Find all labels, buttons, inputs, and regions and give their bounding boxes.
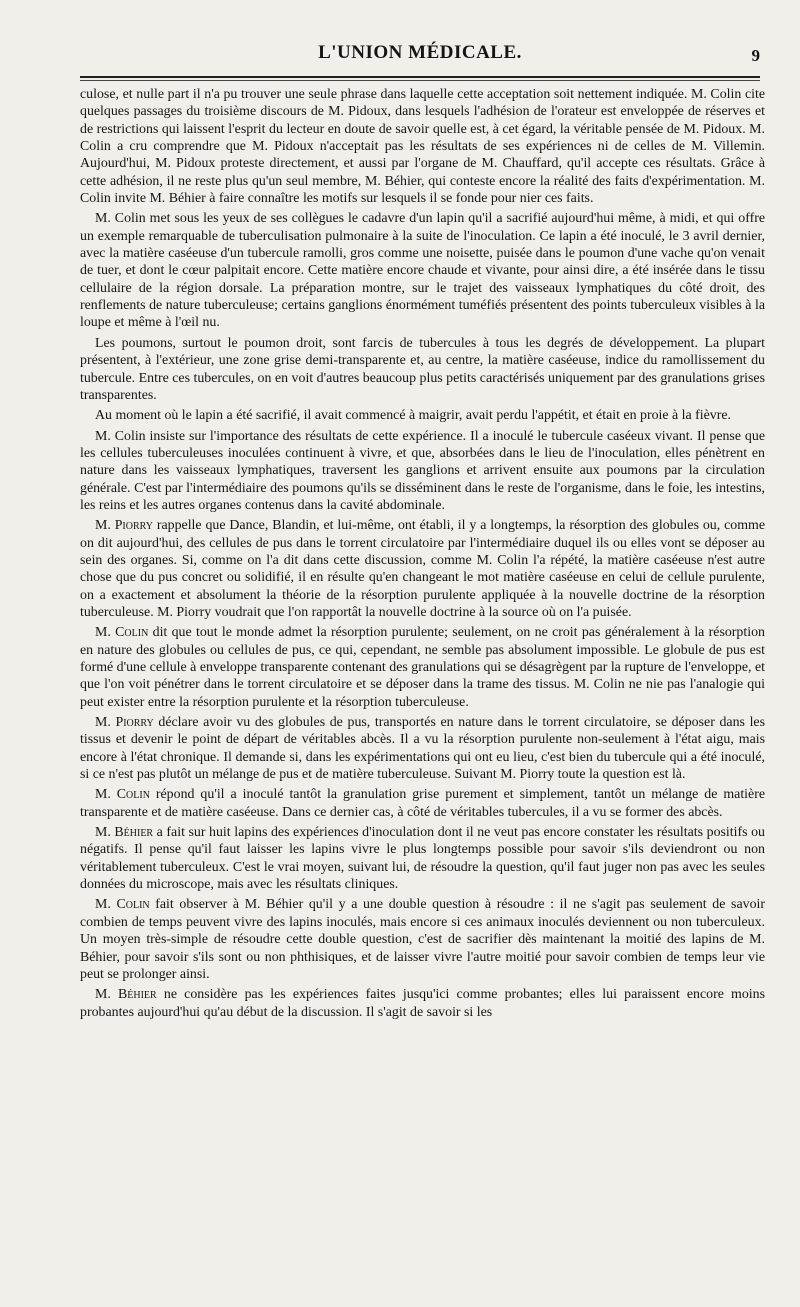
speaker-name: M. Colin: [95, 625, 149, 641]
paragraph-2: M. Colin met sous les yeux de ses collègues le cadavre d'un lapin qu'il a sacrifié aujourd'hui même, à midi, et qui offre un exemple remarquable de tuberculisation pulmonaire à la suite de l'inoculation. Ce lapin a été inoculé, le 3 avril dernier, avec la matière caséeuse d'un tubercule ramolli, gros comme une noisette, puisée dans le poumon d'une vache qu'on venait de tuer, et dont le cœur palpitait encore. Cette matière encore chaude et vivante, pour ainsi dire, a été insérée dans le tissu cellulaire de la région dorsale. La préparation montre, sur le trajet des vaisseaux lymphatiques du côté droit, des renflements de nature tuberculeuse; certains ganglions énormément tuméfiés présentent des points tuberculeux visibles à la loupe et même à l'œil nu.: [80, 211, 765, 331]
paragraph-6: M. Piorry rappelle que Dance, Blandin, et lui-même, ont établi, il y a longtemps, la résorption des globules ou, comme on dit aujourd'hui, des cellules de pus dans le torrent circulatoire par l'intermédiaire duquel ils ou elles vont se déposer au sein des organes. Si, comme on l'a dit dans cette discussion, comme M. Colin l'a répété, la matière caséeuse n'est autre chose que du pus concret ou solidifié, il en résulte qu'en changeant le mot matière caséeuse en celui de cellule purulente, on a exactement et absolument la théorie de la résorption purulente appliquée à la nouvelle doctrine de la résorption tuberculeuse. M. Piorry voudrait que l'on rapportât la nouvelle doctrine à la source où on l'a puisée.: [80, 518, 765, 620]
paragraph-12: M. Béhier ne considère pas les expériences faites jusqu'ici comme probantes; elles lui paraissent encore moins probantes aujourd'hui qu'au début de la discussion. Il s'agit de savoir si les: [80, 987, 766, 1020]
paragraph-10: M. Béhier a fait sur huit lapins des expériences d'inoculation dont il ne veut pas encore constater les résultats positifs ou négatifs. Il pense qu'il faut laisser les lapins vivre le plus longtemps possible pour savoir s'ils deviendront ou non véritablement tuberculeux. C'est le vrai moyen, suivant lui, de résoudre la question, qu'il faut juger non pas avec les seules données du microscope, mais avec les résultats cliniques.: [80, 825, 766, 893]
paragraph-1: culose, et nulle part il n'a pu trouver une seule phrase dans laquelle cette acceptation soit nettement indiquée. M. Colin cite quelques passages du troisième discours de M. Pidoux, dans lesquels l'adhésion de l'orateur est enveloppée de réserves et de restrictions qui laissent l'esprit du lecteur en doute de savoir quelle est, à cet égard, la véritable pensée de M. Pidoux. M. Colin a cru comprendre que M. Pidoux n'acceptait pas les résultats de ses expériences ni de celles de M. Villemin. Aujourd'hui, M. Pidoux proteste directement, et aussi par l'organe de M. Chauffard, qu'il accepte ces résultats. Grâce à cette adhésion, il ne reste plus qu'un seul membre, M. Béhier, qui conteste encore la réalité des faits d'expérimentation. M. Colin invite M. Béhier à faire connaître les motifs sur lesquels il se fonde pour nier ces faits.: [80, 87, 765, 207]
page-number: 9: [751, 46, 760, 65]
paragraph-8: M. Piorry déclare avoir vu des globules de pus, transportés en nature dans le torrent circulatoire, se déposer dans les tissus et devenir le point de départ de véritables abcès. Il a vu la résorption purulente non-seulement à l'état aigu, mais encore à l'état chronique. Il demande si, dans les expérimentations qui ont eu lieu, c'est bien du tubercule qui a été inoculé, si ce n'est pas plutôt un mélange de pus et de matière tuberculeuse. Suivant M. Piorry toute la question est là.: [80, 715, 765, 783]
page-header: [80, 40, 760, 72]
speaker-name: M. Piorry: [95, 715, 154, 731]
paragraph-3: Les poumons, surtout le poumon droit, sont farcis de tubercules à tous les degrés de développement. La plupart présentent, à l'extérieur, une zone grise demi-transparente et, au centre, la matière caséeuse, indice du ramollissement du tubercule. Entre ces tubercules, on en voit d'autres beaucoup plus petits caractérisés uniquement par des granulations grises transparentes.: [80, 335, 765, 403]
article-body: [80, 86, 765, 1024]
speaker-name: M. Piorry: [95, 518, 153, 534]
running-title: L'UNION MÉDICALE.: [318, 42, 522, 63]
speaker-name: M. Colin: [95, 787, 150, 803]
speaker-name: M. Béhier: [95, 987, 157, 1003]
speaker-name: M. Colin: [95, 897, 150, 913]
paragraph-7: M. Colin dit que tout le monde admet la résorption purulente; seulement, on ne croit pas généralement à la résorption en nature des globules ou cellules de pus, ce qui, cependant, ne semble pas absolument impossible. Le globule de pus est formé d'une cellule à enveloppe transparente contenant des granulations qui se désagrègent par la rupture de l'enveloppe, et que l'on voit pénétrer dans le torrent circulatoire et se déposer dans la trame des tissus. M. Colin ne nie pas l'analogie qui peut exister entre la résorption purulente et la résorption tuberculeuse.: [80, 625, 765, 710]
paragraph-4: Au moment où le lapin a été sacrifié, il avait commencé à maigrir, avait perdu l'appétit, et était en proie à la fièvre.: [95, 408, 732, 424]
paragraph-5: M. Colin insiste sur l'importance des résultats de cette expérience. Il a inoculé le tubercule caséeux vivant. Il pense que les cellules tuberculeuses inoculées continuent à vivre, et que, absorbées dans le lieu de l'inoculation, elles pénètrent en nature dans les vaisseaux lymphatiques, traversent les ganglions et arrivent ensuite aux poumons par la circulation générale. C'est par l'intermédiaire des poumons qu'ils se disséminent dans le reste de l'organisme, dans le foie, les intestins, les reins et les autres organes contenus dans la cavité abdominale.: [80, 428, 765, 513]
paragraph-9: M. Colin répond qu'il a inoculé tantôt la granulation grise purement et simplement, tantôt un mélange de matière transparente et de matière caséeuse. Dans ce dernier cas, à côté de véritables tubercules, il a vu se former des abcès.: [80, 787, 765, 820]
header-rule: [80, 76, 760, 78]
header-rule-thin: [80, 80, 760, 81]
paragraph-11: M. Colin fait observer à M. Béhier qu'il y a une double question à résoudre : il ne s'agit pas seulement de savoir combien de temps peuvent vivre des lapins inoculés, mais encore si ces animaux inoculés deviennent ou non tuberculeux. Un moyen très-simple de résoudre cette double question, c'est de sacrifier dès maintenant la moitié des lapins de M. Béhier, pour savoir s'ils sont ou non phthisiques, et de laisser vivre l'autre moitié pour savoir combien de temps leur vie peut se prolonger ainsi.: [80, 897, 765, 982]
speaker-name: M. Béhier: [95, 825, 154, 841]
